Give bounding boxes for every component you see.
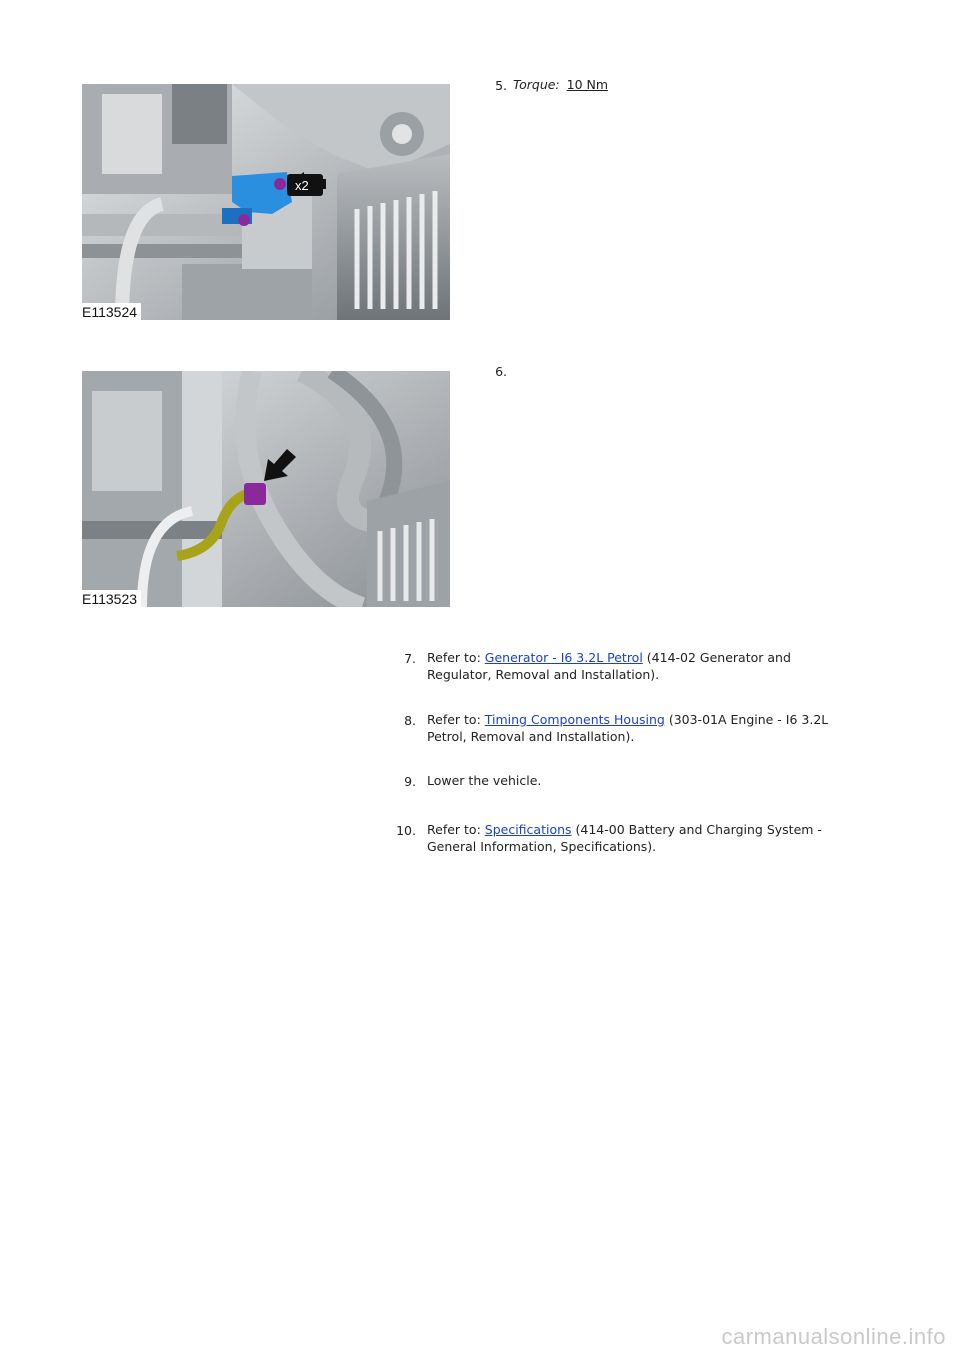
refer-to-label: Refer to:	[427, 712, 481, 727]
step-8-text	[427, 711, 867, 745]
step-8-suffix: (303-01A Engine - I6 3.2L	[664, 712, 829, 727]
engine-illustration	[82, 84, 450, 320]
torque-label: Torque:	[513, 77, 560, 92]
figure-label: E113523	[82, 590, 141, 607]
step-8-line2: Petrol, Removal and Installation).	[427, 729, 635, 744]
step-7-line2: Regulator, Removal and Installation).	[427, 667, 660, 682]
step-10-line2: General Information, Specifications).	[427, 839, 657, 854]
step-number: 5.	[495, 78, 507, 93]
timing-components-link[interactable]: Timing Components Housing	[484, 712, 665, 727]
step-9-text: Lower the vehicle.	[427, 773, 542, 788]
figure-e113523	[82, 371, 450, 607]
step-number: 8.	[404, 713, 416, 728]
figure-e113524	[82, 84, 450, 320]
step-7-text	[427, 649, 847, 683]
step-10-text	[427, 821, 867, 855]
step-5-text	[513, 76, 608, 93]
step-number: 7.	[404, 651, 416, 666]
refer-to-label: Refer to:	[427, 822, 481, 837]
callout-text: x2	[295, 178, 309, 193]
engine-illustration	[82, 371, 450, 607]
step-10-suffix: (414-00 Battery and Charging System -	[571, 822, 822, 837]
torque-value: 10 Nm	[566, 77, 609, 92]
figure-label: E113524	[82, 303, 141, 320]
refer-to-label: Refer to:	[427, 650, 481, 665]
step-number: 10.	[396, 823, 416, 838]
watermark: carmanualsonline.info	[721, 1324, 946, 1349]
step-7-suffix: (414-02 Generator and	[642, 650, 791, 665]
generator-link[interactable]: Generator - I6 3.2L Petrol	[484, 650, 643, 665]
step-number: 6.	[495, 364, 507, 379]
step-number: 9.	[404, 774, 416, 789]
specifications-link[interactable]: Specifications	[484, 822, 572, 837]
